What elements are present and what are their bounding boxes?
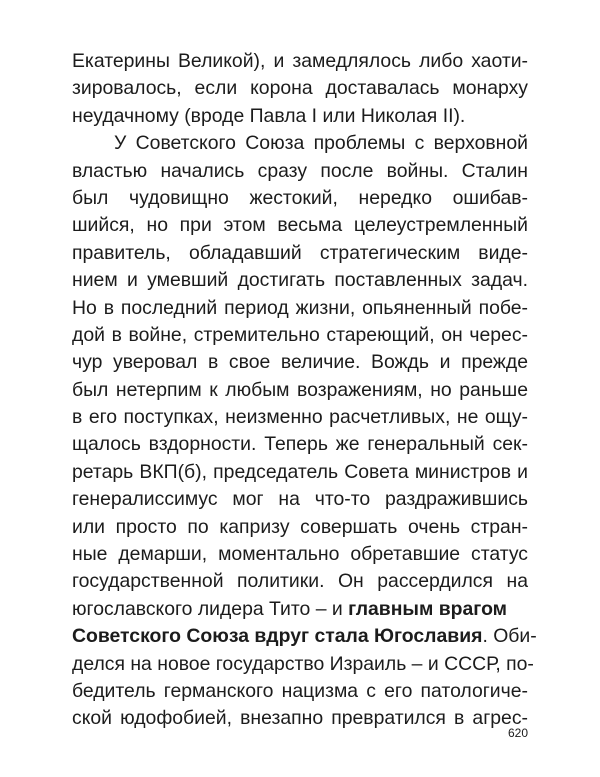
text-segment: югославского лидера Тито – и [72, 597, 349, 620]
text-line: или просто по капризу совершать очень стран- [72, 515, 528, 538]
text-line: дой в войне, стремительно стареющий, он черес- [72, 323, 528, 346]
emphasis-text: Советского Союза вдруг стала Югославия [72, 625, 483, 648]
paragraph-first-line: У Советского Союза проблемы с верховной [114, 132, 528, 155]
text-line: властью начались сразу после войны. Сталин [72, 159, 528, 182]
text-line: был нетерпим к любым возражениям, но раньше [72, 378, 528, 401]
text-line: нием и умевший достигать поставленных задач. [72, 269, 528, 292]
text-line: делся на новое государство Израиль – и СССР, по- [72, 652, 534, 675]
text-segment: . Оби- [482, 625, 537, 648]
emphasis-text: главным врагом [348, 597, 508, 620]
text-line: неудачному (вроде Павла I или Николая II). [72, 104, 466, 127]
text-line: ской юдофобией, внезапно превратился в агрес- [72, 707, 528, 730]
text-line: был чудовищно жестокий, нередко ошибав- [72, 186, 528, 209]
text-line: Но в последний период жизни, опьяненный побе- [72, 296, 528, 319]
text-line: Екатерины Великой), и замедлялось либо хаоти- [72, 50, 528, 72]
text-line: чур уверовал в свое величие. Вождь и прежде [72, 351, 528, 374]
text-line: ретарь ВКП(б), председатель Совета министров и [72, 460, 528, 483]
text-line: правитель, обладавший стратегическим виде- [72, 241, 528, 264]
text-line-with-emphasis [72, 596, 528, 623]
text-line: щалось вздорности. Теперь же генеральный сек- [72, 433, 528, 456]
text-line: государственной политики. Он рассердился на [72, 570, 528, 593]
page-number: 620 [508, 726, 529, 740]
text-line: ные демарши, моментально обретавшие статус [72, 543, 528, 566]
text-line: шийся, но при этом весьма целеустремленный [72, 214, 528, 237]
text-line: генералиссимус мог на что-то раздражившись [72, 488, 528, 511]
text-line-with-emphasis [72, 623, 537, 650]
text-line: бедитель германского нацизма с его патологиче- [72, 679, 528, 702]
text-line: в его поступках, неизменно расчетливых, не ощу- [72, 406, 528, 429]
text-line: зировалось, если корона доставалась монарху [72, 77, 528, 100]
